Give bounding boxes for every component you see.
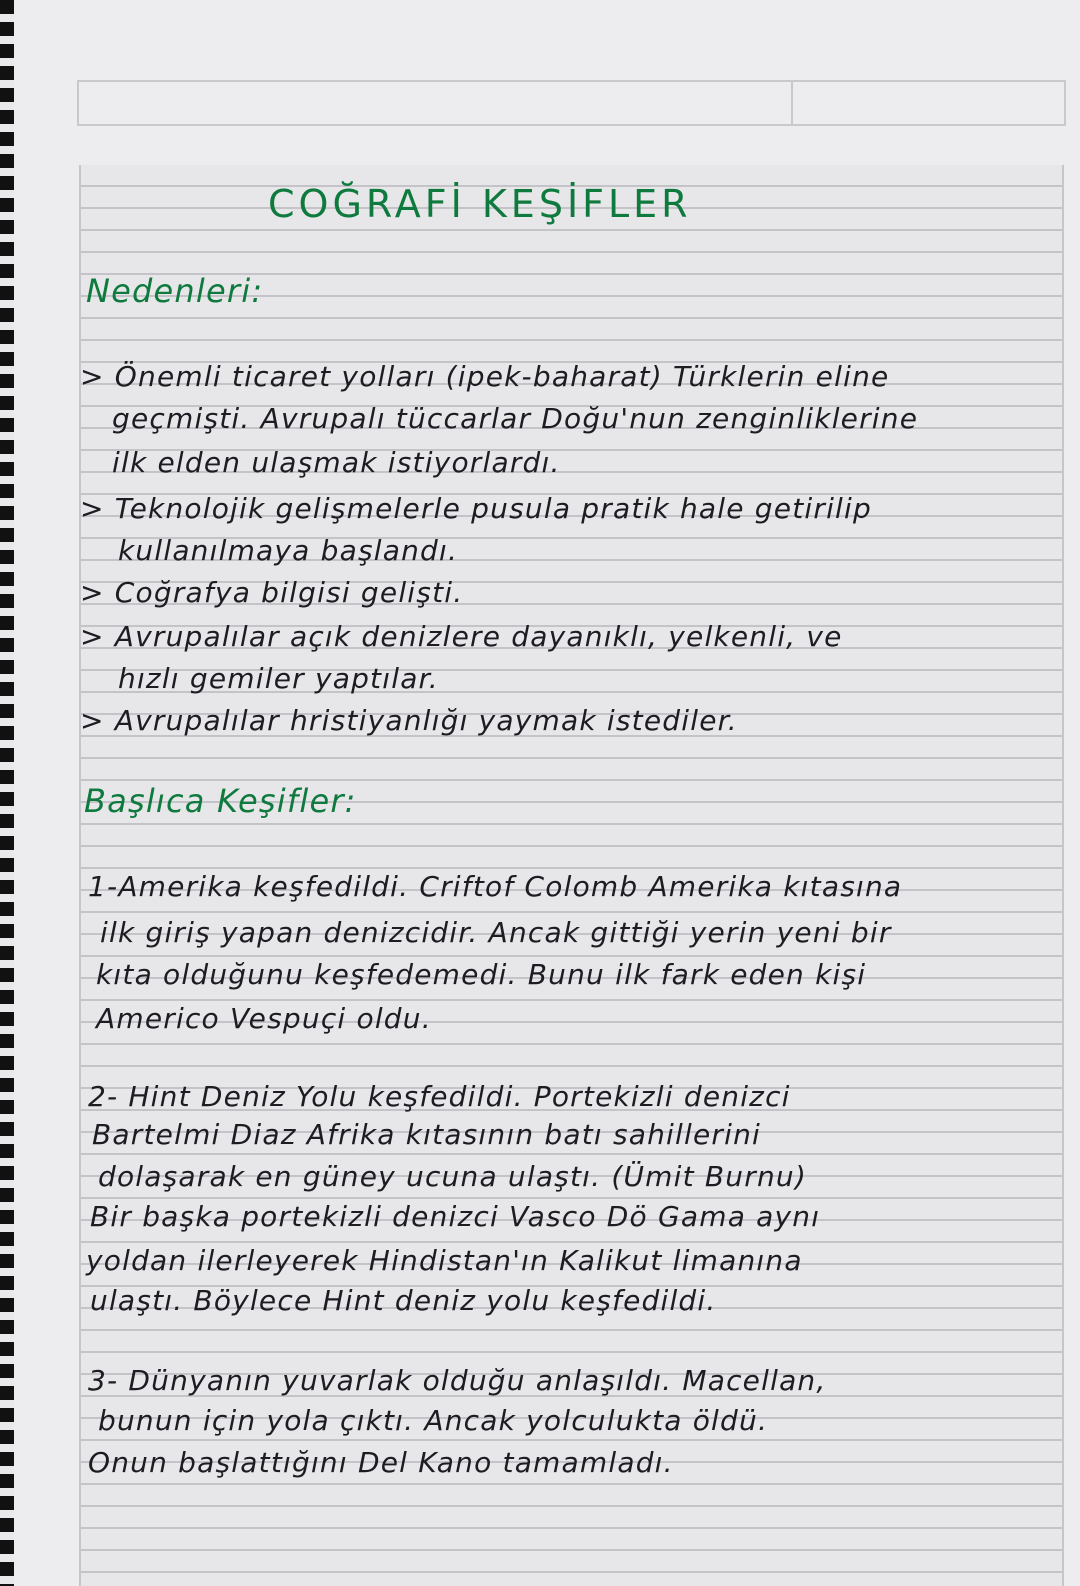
discovery-3-line: 3- Dünyanın yuvarlak olduğu anlaşıldı. Macellan, xyxy=(88,1364,827,1397)
discovery-2-line: Bartelmi Diaz Afrika kıtasının batı sahillerini xyxy=(92,1118,762,1151)
cause-line: > Avrupalılar hristiyanlığı yaymak istediler. xyxy=(80,704,738,737)
discoveries-heading: Başlıca Keşifler: xyxy=(84,782,357,820)
discovery-2-line: ulaştı. Böylece Hint deniz yolu keşfedildi. xyxy=(90,1284,717,1317)
header-box xyxy=(77,80,1066,126)
header-divider xyxy=(791,82,793,124)
discovery-1-line: Americo Vespuçi oldu. xyxy=(96,1002,432,1035)
discovery-2-line: yoldan ilerleyerek Hindistan'ın Kalikut limanına xyxy=(86,1244,803,1277)
discovery-1-line: ilk giriş yapan denizcidir. Ancak gittiği yerin yeni bir xyxy=(100,916,892,949)
discovery-1-line: 1-Amerika keşfedildi. Criftof Colomb Amerika kıtasına xyxy=(88,870,903,903)
cause-line: geçmişti. Avrupalı tüccarlar Doğu'nun zenginliklerine xyxy=(112,402,919,435)
discovery-1-line: kıta olduğunu keşfedemedi. Bunu ilk fark eden kişi xyxy=(96,958,867,991)
page-title: COĞRAFİ KEŞİFLER xyxy=(268,182,692,226)
discovery-3-line: bunun için yola çıktı. Ancak yolculukta öldü. xyxy=(98,1404,769,1437)
cause-line: > Coğrafya bilgisi gelişti. xyxy=(80,576,464,609)
cause-line: ilk elden ulaşmak istiyorlardı. xyxy=(112,446,561,479)
discovery-2-line: 2- Hint Deniz Yolu keşfedildi. Portekizli denizci xyxy=(88,1080,791,1113)
discovery-3-line: Onun başlattığını Del Kano tamamladı. xyxy=(88,1446,674,1479)
cause-line: hızlı gemiler yaptılar. xyxy=(118,662,439,695)
spiral-binding xyxy=(0,0,14,1586)
cause-line: > Önemli ticaret yolları (ipek-baharat) Türklerin eline xyxy=(80,360,890,393)
cause-line: > Teknolojik gelişmelerle pusula pratik hale getirilip xyxy=(80,492,872,525)
causes-heading: Nedenleri: xyxy=(86,272,264,310)
discovery-2-line: dolaşarak en güney ucuna ulaştı. (Ümit Burnu) xyxy=(98,1160,807,1193)
discovery-2-line: Bir başka portekizli denizci Vasco Dö Gama aynı xyxy=(90,1200,821,1233)
cause-line: kullanılmaya başlandı. xyxy=(118,534,459,567)
cause-line: > Avrupalılar açık denizlere dayanıklı, yelkenli, ve xyxy=(80,620,843,653)
